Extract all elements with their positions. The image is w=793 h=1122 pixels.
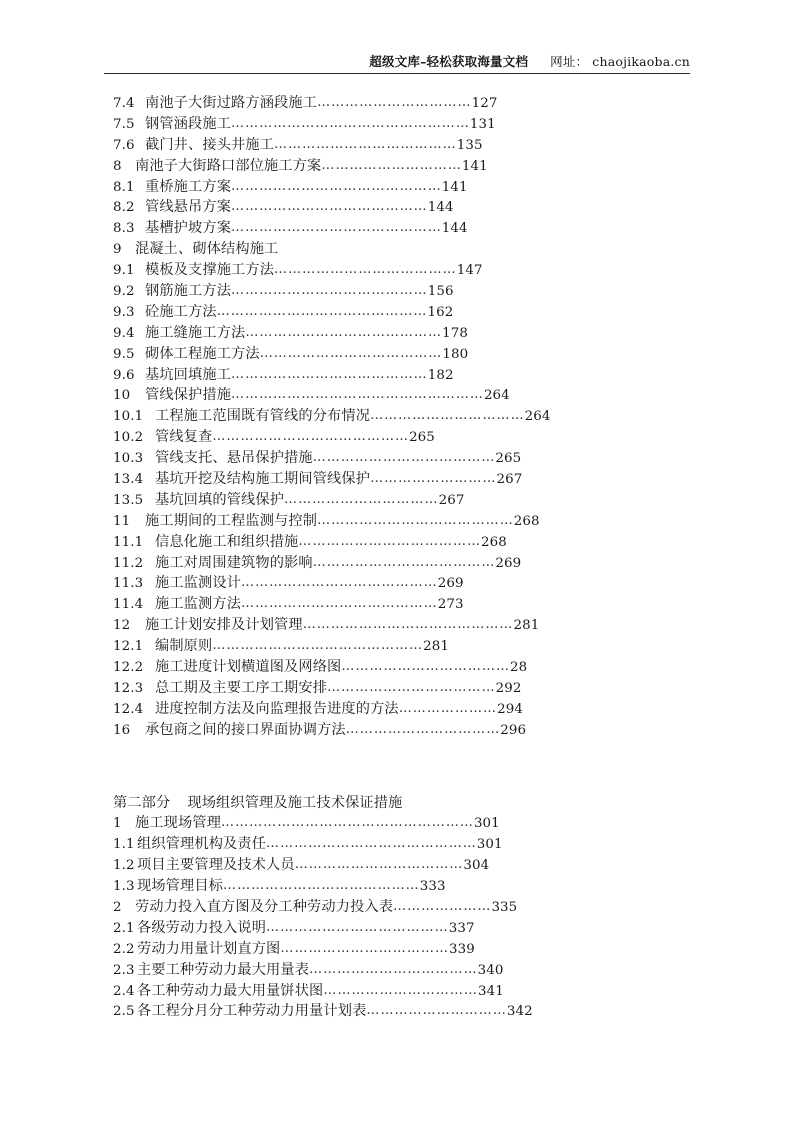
toc-dot-leader: …………………………… [323, 982, 478, 998]
toc-entry[interactable] [113, 897, 713, 918]
toc-dot-leader: ………………………………… [259, 345, 443, 361]
toc-entry-number: 2.1 [113, 920, 135, 936]
toc-entry-title: 现场管理目标 [137, 878, 224, 895]
toc-entry[interactable] [113, 876, 713, 897]
toc-entry-number: 9.4 [113, 325, 135, 341]
toc-part-two-list [113, 813, 713, 1022]
toc-entry[interactable] [113, 302, 713, 323]
toc-dot-leader: ……………………………… [341, 659, 510, 675]
toc-dot-leader: ………………………………… [266, 919, 449, 935]
toc-entry[interactable] [113, 218, 713, 239]
toc-entry-title: 施工监测设计 [155, 575, 242, 592]
toc-page-number: 265 [495, 451, 522, 467]
toc-entry-title: 劳动力用量计划直方图 [137, 940, 281, 957]
toc-entry-title: 各级劳动力投入说明 [137, 919, 267, 936]
toc-entry-title: 工程施工范围既有管线的分布情况 [155, 408, 371, 425]
toc-dot-leader: …………………………… [317, 95, 472, 110]
toc-page-number: 304 [463, 858, 490, 874]
toc-entry[interactable] [113, 260, 713, 281]
toc-dot-leader: ………………… [393, 898, 492, 914]
toc-entry-title: 施工期间的工程监测与控制 [145, 512, 318, 529]
toc-page-number: 301 [473, 816, 500, 832]
toc-entry[interactable] [113, 553, 713, 574]
toc-entry-title: 钢管涵段施工 [145, 115, 232, 132]
toc-entry-title: 施工对周围建筑物的影响 [155, 554, 313, 571]
toc-entry[interactable] [113, 636, 713, 657]
toc-entry[interactable] [113, 448, 713, 469]
toc-dot-leader: …………………………………… [212, 429, 410, 445]
part-two-heading [113, 793, 713, 814]
toc-entry[interactable] [113, 918, 713, 939]
toc-entry-number: 12.2 [113, 660, 144, 676]
toc-entry[interactable] [113, 594, 713, 615]
toc-entry[interactable] [113, 657, 713, 678]
toc-entry-number: 13.5 [113, 492, 144, 508]
toc-entry[interactable] [113, 323, 713, 344]
toc-entry-number: 13.4 [113, 472, 144, 488]
toc-dot-leader: ……………………………………… [231, 178, 442, 194]
toc-entry[interactable] [113, 385, 713, 406]
table-of-contents [113, 93, 713, 1022]
toc-dot-leader: ……………………………… [280, 940, 449, 956]
toc-page-number: 269 [437, 576, 464, 592]
toc-entry[interactable] [113, 427, 713, 448]
toc-entry-title: 组织管理机构及责任 [137, 836, 267, 853]
url-value-text: chaojikaoba.cn [592, 54, 690, 69]
toc-page-number: 147 [456, 263, 483, 279]
toc-entry[interactable] [113, 156, 713, 177]
toc-entry-number: 9 [113, 242, 122, 258]
toc-entry[interactable] [113, 720, 713, 741]
toc-entry[interactable] [113, 834, 713, 855]
toc-entry[interactable] [113, 490, 713, 511]
toc-dot-leader: ………………………… [366, 1003, 507, 1019]
toc-page-number: 144 [441, 221, 468, 237]
toc-entry-title: 重桥施工方案 [145, 178, 232, 195]
toc-entry-title: 砼施工方法 [145, 303, 217, 320]
toc-dot-leader: ……………………………… [327, 679, 496, 695]
toc-entry-number: 9.1 [113, 263, 135, 279]
toc-entry-number: 12 [113, 618, 131, 634]
toc-entry-title: 管线复查 [155, 429, 213, 446]
toc-dot-leader: ………………………………… [274, 136, 457, 152]
toc-entry-title: 施工缝施工方法 [145, 324, 246, 341]
toc-entry[interactable] [113, 365, 713, 386]
toc-entry[interactable] [113, 1001, 713, 1022]
toc-page-number: 268 [513, 513, 540, 529]
toc-dot-leader: ……………………………………… [266, 836, 477, 852]
toc-entry[interactable] [113, 281, 713, 302]
toc-page-number: 28 [510, 660, 528, 676]
toc-entry-number: 1 [113, 816, 122, 832]
toc-dot-leader: ……………………………………… [302, 617, 514, 633]
toc-entry-title: 各工程分月分工种劳动力用量计划表 [137, 1003, 367, 1020]
toc-entry-title: 施工监测方法 [155, 596, 242, 613]
toc-entry-number: 12.4 [113, 701, 144, 717]
toc-entry[interactable] [113, 93, 713, 114]
toc-entry-title: 钢筋施工方法 [145, 283, 232, 300]
toc-entry-title: 信息化施工和组织措施 [155, 533, 299, 550]
toc-entry[interactable] [113, 813, 713, 834]
toc-page-number: 141 [441, 179, 468, 195]
toc-page-number: 294 [497, 701, 523, 717]
toc-entry-number: 10.1 [113, 409, 144, 425]
toc-dot-leader: …………………………… [370, 408, 525, 424]
toc-page-number: 292 [495, 680, 522, 696]
toc-dot-leader: ……………………………… [294, 857, 464, 873]
toc-entry[interactable] [113, 855, 713, 876]
toc-entry-number: 2 [113, 899, 122, 915]
toc-entry-title: 管线保护措施 [145, 387, 232, 404]
toc-entry-title: 施工进度计划横道图及网络图 [155, 659, 342, 676]
toc-page-number: 264 [524, 409, 551, 425]
toc-page-number: 337 [448, 920, 475, 936]
toc-entry[interactable] [113, 615, 713, 636]
toc-entry-number: 9.6 [113, 367, 135, 383]
toc-entry-number: 11.3 [113, 576, 144, 592]
toc-page-number: 296 [500, 722, 527, 738]
toc-dot-leader: ……………………………………………… [231, 387, 484, 403]
toc-entry-title: 南池子大街路口部位施工方案 [135, 157, 322, 174]
toc-entry-number: 1.2 [113, 858, 135, 874]
toc-page-number: 301 [476, 837, 503, 853]
toc-entry-title: 管线支托、悬吊保护措施 [155, 450, 313, 467]
toc-entry[interactable] [113, 699, 713, 720]
toc-entry-number: 12.1 [113, 639, 144, 655]
toc-page-number: 267 [438, 492, 465, 508]
toc-dot-leader: …………………………………………… [231, 115, 470, 131]
toc-entry-title: 主要工种劳动力最大用量表 [137, 961, 310, 978]
toc-entry-number: 9.5 [113, 346, 135, 362]
toc-entry[interactable] [113, 573, 713, 594]
toc-entry-number: 11.4 [113, 597, 144, 613]
toc-dot-leader: ……………………………………… [216, 303, 428, 319]
toc-dot-leader: …………………………………… [317, 512, 514, 528]
toc-page-number: 178 [442, 325, 468, 341]
toc-entry-number: 9.2 [113, 284, 135, 300]
toc-dot-leader: ………………………………… [312, 554, 496, 570]
page-header [104, 54, 690, 74]
toc-entry-title: 各工种劳动力最大用量饼状图 [137, 982, 324, 999]
url-label-text: 网址： [550, 54, 589, 69]
toc-entry-title: 项目主要管理及技术人员 [137, 857, 295, 874]
toc-dot-leader: ……………………………………………… [221, 815, 474, 831]
toc-entry[interactable] [113, 981, 713, 1002]
toc-entry[interactable] [113, 135, 713, 156]
toc-dot-leader: …………………………… [345, 721, 501, 737]
toc-entry-number: 8.2 [113, 200, 135, 216]
toc-entry-number: 8 [113, 158, 122, 174]
toc-page-number: 342 [506, 1004, 533, 1020]
toc-dot-leader: …………………………………… [245, 324, 443, 340]
toc-dot-leader: ……………………… [370, 471, 497, 487]
toc-entry[interactable] [113, 177, 713, 198]
toc-entry-title: 施工计划安排及计划管理 [145, 617, 303, 634]
toc-page-number: 156 [427, 284, 454, 300]
toc-page-number: 265 [409, 430, 435, 446]
toc-entry-title: 编制原则 [155, 638, 213, 655]
toc-entry-title: 基坑回填施工 [145, 366, 232, 383]
toc-entry-number: 16 [113, 722, 131, 738]
toc-page-number: 180 [442, 346, 469, 362]
toc-entry-number: 7.6 [113, 137, 135, 153]
toc-entry-title: 基槽护坡方案 [145, 220, 232, 237]
toc-page-number: 333 [419, 879, 446, 895]
toc-entry-number: 7.4 [113, 96, 135, 111]
toc-page-number: 131 [469, 116, 496, 132]
toc-entry-number: 10.2 [113, 430, 144, 446]
toc-dot-leader: ………………………………… [274, 262, 457, 278]
toc-entry-number: 10 [113, 388, 131, 404]
toc-spacer [113, 741, 713, 762]
toc-entry-title: 基坑回填的管线保护 [155, 491, 285, 508]
toc-dot-leader: …………………………………… [241, 575, 438, 591]
toc-page-number: 268 [481, 534, 507, 550]
toc-part-one-list [113, 93, 713, 741]
toc-page-number: 264 [483, 388, 510, 404]
toc-page-number: 141 [461, 158, 488, 174]
toc-entry-number: 9.3 [113, 304, 135, 320]
toc-entry-number: 11.1 [113, 534, 144, 550]
site-name-text: 超级文库–轻松获取海量文档 [369, 54, 529, 69]
toc-page-number: 267 [496, 472, 523, 488]
toc-entry[interactable] [113, 197, 713, 218]
toc-entry-number: 2.4 [113, 983, 135, 999]
toc-dot-leader: …………………………………… [231, 283, 428, 299]
toc-entry-title: 劳动力投入直方图及分工种劳动力投入表 [135, 898, 394, 915]
toc-dot-leader: ……………………………… [309, 961, 478, 977]
toc-dot-leader: …………………………………… [231, 199, 428, 215]
toc-page-number: 339 [449, 941, 475, 957]
toc-page-number: 341 [477, 983, 504, 999]
toc-page-number: 340 [477, 962, 504, 978]
toc-entry[interactable] [113, 939, 713, 960]
toc-entry-number: 2.5 [113, 1004, 135, 1020]
toc-page-number: 144 [427, 200, 454, 216]
toc-entry[interactable] [113, 960, 713, 981]
toc-dot-leader: ……………………………………… [231, 220, 442, 236]
toc-entry-title: 截门井、接头井施工 [145, 136, 275, 153]
toc-entry-title: 总工期及主要工序工期安排 [155, 679, 328, 696]
toc-dot-leader: ………………………………… [312, 450, 496, 466]
part-two-label: 第二部分 [113, 794, 171, 811]
toc-dot-leader: ……………………………………… [212, 638, 424, 654]
toc-entry-title: 混凝土、砌体结构施工 [135, 241, 279, 258]
toc-dot-leader: …………………………… [284, 491, 439, 507]
toc-dot-leader: ………………………………… [298, 533, 482, 549]
toc-entry-title: 砌体工程施工方法 [145, 345, 260, 362]
toc-page-number: 335 [491, 899, 518, 915]
toc-entry[interactable] [113, 114, 713, 135]
part-two-title: 现场组织管理及施工技术保证措施 [187, 794, 403, 811]
toc-entry-title: 基坑开挖及结构施工期间管线保护 [155, 471, 371, 488]
toc-spacer [113, 762, 713, 793]
toc-page-number: 273 [437, 597, 464, 613]
toc-entry-title: 进度控制方法及向监理报告进度的方法 [155, 700, 399, 717]
toc-entry-number: 11.2 [113, 555, 144, 571]
toc-entry-number: 8.1 [113, 179, 135, 195]
toc-dot-leader: …………………………………… [241, 596, 438, 612]
toc-page-number: 269 [495, 555, 522, 571]
toc-entry-number: 8.3 [113, 221, 135, 237]
toc-entry-title: 模板及支撑施工方法 [145, 262, 275, 279]
toc-page-number: 281 [513, 618, 540, 634]
toc-dot-leader: ………………… [398, 700, 498, 716]
toc-entry-number: 12.3 [113, 680, 144, 696]
toc-page-number: 182 [427, 367, 454, 383]
toc-dot-leader: ………………………… [321, 157, 462, 173]
toc-entry[interactable] [113, 678, 713, 699]
toc-page-number: 281 [423, 639, 449, 655]
toc-entry[interactable] [113, 239, 713, 260]
toc-entry-title: 管线悬吊方案 [145, 199, 232, 216]
toc-entry-number: 2.3 [113, 962, 135, 978]
toc-entry-title: 承包商之间的接口界面协调方法 [145, 721, 346, 738]
toc-page-number: 135 [456, 137, 483, 153]
toc-entry-number: 7.5 [113, 116, 135, 132]
header-divider-rule [104, 73, 690, 74]
toc-page-number: 127 [471, 96, 498, 111]
toc-page-number: 162 [427, 304, 454, 320]
header-text-line [104, 54, 690, 70]
toc-entry[interactable] [113, 406, 713, 427]
toc-entry-number: 10.3 [113, 451, 144, 467]
toc-entry[interactable] [113, 511, 713, 532]
toc-dot-leader: …………………………………… [223, 878, 420, 894]
toc-entry[interactable] [113, 469, 713, 490]
toc-entry[interactable] [113, 344, 713, 365]
toc-entry[interactable] [113, 532, 713, 553]
toc-entry-number: 1.1 [113, 837, 135, 853]
toc-dot-leader: …………………………………… [231, 366, 428, 382]
toc-entry-title: 南池子大街过路方涵段施工 [145, 95, 318, 111]
toc-entry-number: 11 [113, 513, 131, 529]
toc-entry-title: 施工现场管理 [135, 815, 222, 832]
toc-entry-number: 2.2 [113, 941, 135, 957]
toc-entry-number: 1.3 [113, 879, 135, 895]
